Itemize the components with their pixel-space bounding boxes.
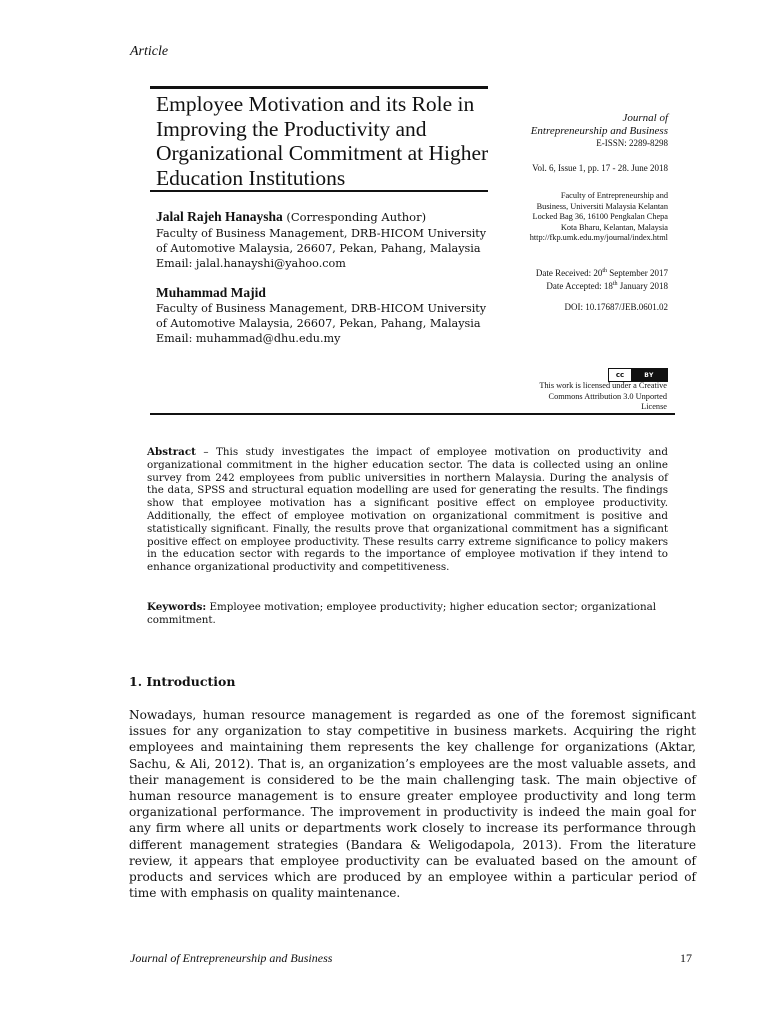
author-email[interactable]: Email: muhammad@dhu.edu.my	[156, 332, 341, 345]
section-body: Nowadays, human resource management is regarded as one of the foremost significant issues for any organization to stay competitive in business markets. Acquiring the right employees and maintaining them represents the key challenge for organizations (Aktar, Sachu, & Ali, 2012). That is, an organization’s employees are the most valuable assets, and their management is considered to be the main challenging task. The main objective of human resource management is to ensure greater employee productivity and long term organizational performance. The improvement in productivity is indeed the main goal for any firm where all units or departments work closely to increase its performance through different management strategies (Bandara & Weligodapola, 2013). From the literature review, it appears that employee productivity can be evaluated based on the amount of products and services which are produced by an employee within a particular period of time with emphasis on quality maintenance.	[129, 708, 696, 901]
date-accepted: Date Accepted: 18th January 2018	[546, 280, 668, 291]
journal-volume: Vol. 6, Issue 1, pp. 17 - 28. June 2018	[532, 163, 668, 173]
doi[interactable]: DOI: 10.17687/JEB.0601.02	[564, 301, 668, 312]
author-block-2	[156, 285, 496, 346]
header-bottom-rule	[150, 413, 675, 415]
faculty-line: Locked Bag 36, 16100 Pengkalan Chepa	[532, 212, 668, 221]
author-block-1	[156, 209, 496, 271]
journal-name: Entrepreneurship and Business	[530, 125, 668, 137]
journal-url[interactable]: http://fkp.umk.edu.my/journal/index.html	[529, 233, 668, 242]
keywords-label: Keywords:	[147, 601, 207, 613]
keywords	[147, 601, 668, 627]
abstract: Abstract – This study investigates the impact of employee motivation on productivity and organizational commitment in the higher education sector. The data is collected using an online survey from 242 employees from public universities in northern Malaysia. During the analysis of the data, SPSS and structural equation modelling are used for generating the results. The findings show that employee motivation has a significant positive effect on employee productivity. Additionally, the effect of employee motivation on organizational commitment is positive and statistically significant. Finally, the results prove that organizational commitment has a significant positive effect on employee productivity. These results carry extreme significance to policy makers in the education sector with regards to the importance of employee motivation if they intend to enhance organizational productivity and competitiveness.	[147, 446, 668, 574]
date-received: Date Received: 20th September 2017	[535, 267, 668, 278]
journal-name: Journal of	[622, 112, 668, 124]
keywords-text: Employee motivation; employee productivity; higher education sector; organizational commitment.	[147, 601, 657, 626]
faculty-line: Business, Universiti Malaysia Kelantan	[536, 201, 668, 211]
author-email[interactable]: Email: jalal.hanayshi@yahoo.com	[156, 257, 346, 270]
header-top-rule	[150, 86, 488, 89]
journal-eissn: E-ISSN: 2289-8298	[596, 138, 668, 148]
page-number: 17	[680, 951, 692, 965]
author-name: Muhammad Majid	[156, 285, 266, 300]
faculty-line: Faculty of Entrepreneurship and	[560, 191, 668, 200]
cc-by-badge-icon[interactable]	[608, 368, 668, 382]
abstract-text: This study investigates the impact of employee motivation on productivity and organizational commitment in the higher education sector. The data is collected using an online survey from 242 employees from public universities in northern Malaysia. During the analysis of the data, SPSS and structural equation modelling are used for generating the results. The findings show that employee motivation has a significant positive effect on employee productivity. Additionally, the effect of employee motivation on organizational commitment is positive and statistically significant. Finally, the results prove that organizational commitment has a significant positive effect on employee productivity. These results carry extreme significance to policy makers in the education sector with regards to the importance of employee motivation if they intend to enhance organizational productivity and competitiveness.	[147, 446, 668, 574]
author-affiliation: of Automotive Malaysia, 26607, Pekan, Pahang, Malaysia	[156, 317, 481, 330]
faculty-line: Kota Bharu, Kelantan, Malaysia	[560, 222, 668, 232]
journal-info	[496, 112, 668, 313]
article-label: Article	[130, 44, 169, 59]
section-heading: 1. Introduction	[129, 674, 236, 689]
paper-title: Employee Motivation and its Role in Improving the Productivity and Organizational Commitment at Higher Education Institutions	[156, 92, 489, 190]
abstract-label: Abstract	[147, 446, 196, 458]
cc-logo-icon: cc	[609, 369, 631, 381]
author-affiliation: Faculty of Business Management, DRB-HICOM University	[156, 227, 487, 240]
author-name: Jalal Rajeh Hanaysha	[156, 209, 283, 224]
footer-journal-name: Journal of Entrepreneurship and Business	[130, 951, 333, 965]
author-affiliation: Faculty of Business Management, DRB-HICOM University	[156, 302, 487, 315]
author-note: (Corresponding Author)	[286, 210, 427, 224]
cc-by-label: BY	[631, 369, 667, 381]
license-text: This work is licensed under a Creative Commons Attribution 3.0 Unported License	[539, 381, 667, 411]
title-rule	[150, 190, 488, 192]
author-affiliation: of Automotive Malaysia, 26607, Pekan, Pahang, Malaysia	[156, 242, 481, 255]
